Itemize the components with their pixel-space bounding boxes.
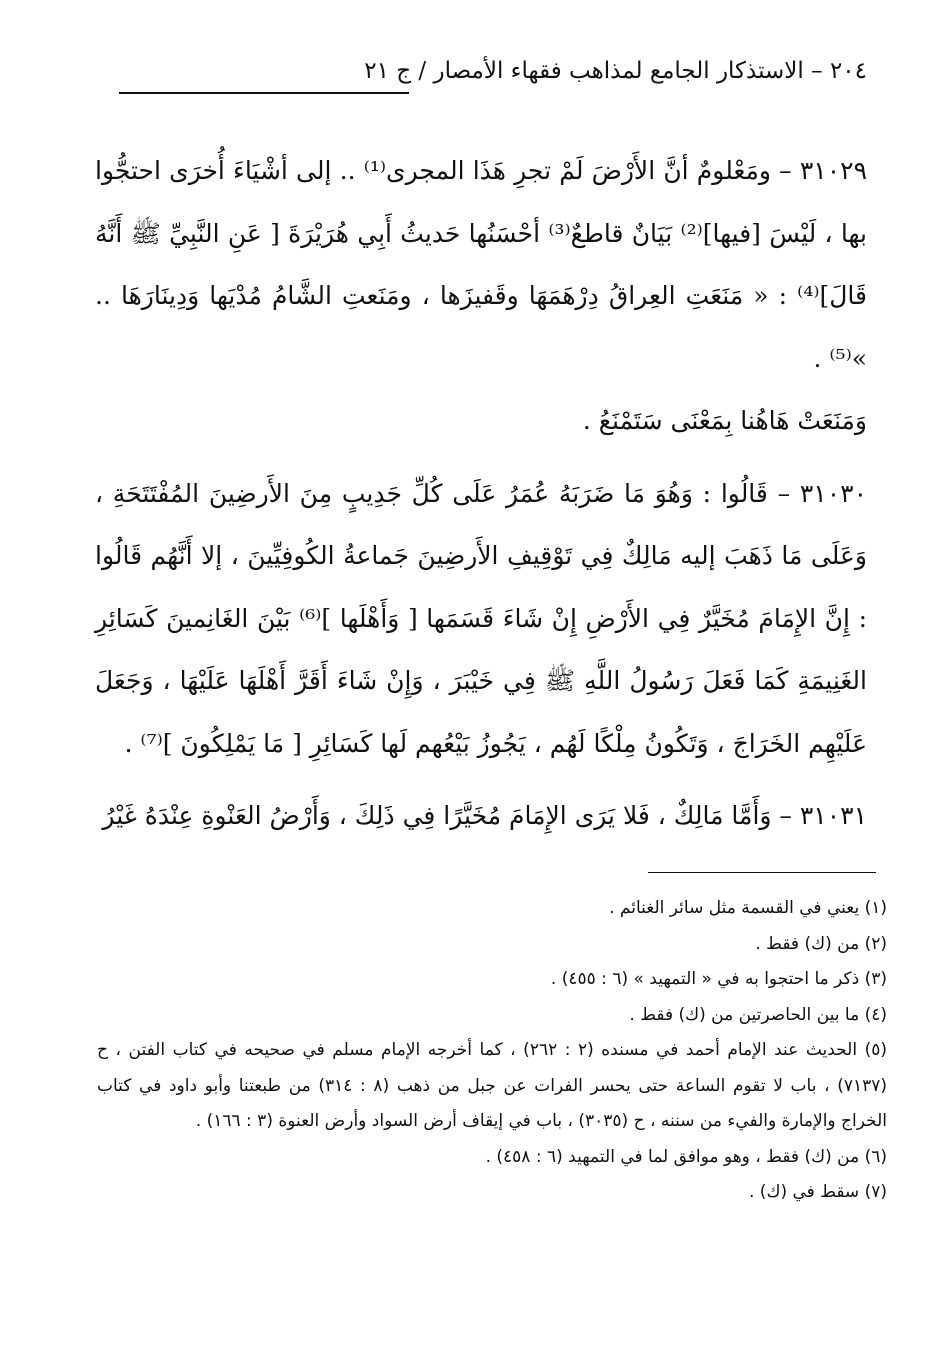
paragraph-31030: ٣١٠٣٠ – قَالُوا : وَهُوَ مَا ضَرَبَهُ عُمَرُ عَلَى كُلِّ جَدِيبٍ مِنَ الأَرضِينَ المُفْتَتَحَةِ ، وَعَلَى مَا ذَهَبَ إليه مَالِكٌ فِي تَوْقِيفِ الأَرضِينَ جَماعةُ الكُوفِيِّينَ ، إلا أَنَّهُم قَالُوا : إِنَّ الإِمَامَ مُخَيَّرٌ فِي الأَرْضِ إِنْ شَاءَ قَسَمَها [ وَأَهْلَها ]⁽⁶⁾ بَيْنَ الغَانِمينَ كَسَائِرِ الغَنِيمَةِ كَمَا فَعَلَ رَسُولُ اللَّهِ ﷺ فِي خَيْبَرَ ، وَإِنْ شَاءَ أَقَرَّ أَهْلَهَا عَلَيْهَا ، وَجَعَلَ عَلَيْهِم الخَرَاجَ ، وَتَكُونُ مِلْكًا لَهُم ، يَجُوزُ بَيْعُهم لَها كَسَائِرِ [ مَا يَمْلِكُونَ ]⁽⁷⁾ . bbox=[95, 478, 867, 758]
main-text bbox=[95, 140, 867, 848]
running-head: ٢٠٤ – الاستذكار الجامع لمذاهب فقهاء الأمصار / ج ٢١ bbox=[364, 58, 867, 84]
footnote-3: (٣) ذكر ما احتجوا به في « التمهيد » (٦ : ٤٥٥) . bbox=[550, 969, 887, 989]
footnote-6: (٦) من (ك) فقط ، وهو موافق لما في التمهيد (٦ : ٤٥٨) . bbox=[485, 1146, 887, 1167]
header-rule bbox=[119, 92, 409, 94]
page-header bbox=[97, 58, 867, 104]
footnote-4: (٤) ما بين الحاصرتين من (ك) فقط . bbox=[629, 1004, 887, 1025]
footnote-separator bbox=[648, 872, 876, 873]
footnote-1: (١) يعني في القسمة مثل سائر الغنائم . bbox=[609, 898, 887, 918]
footnote-7: (٧) سقط في (ك) . bbox=[749, 1182, 887, 1202]
paragraph-explanation: وَمَنَعَتْ هَاهُنا بِمَعْنَى سَتَمْنَعُ . bbox=[582, 406, 867, 435]
footnote-2: (٢) من (ك) فقط . bbox=[755, 933, 887, 954]
paragraph-31031: ٣١٠٣١ – وَأَمَّا مَالِكٌ ، فَلا يَرَى الإِمَامَ مُخَيَّرًا فِي ذَلِكَ ، وَأَرْضُ العَنْوةِ عِنْدَهُ غَيْرُ bbox=[102, 801, 867, 830]
footnote-5: (٥) الحديث عند الإمام أحمد في مسنده (٢ : ٢٦٢) ، كما أخرجه الإمام مسلم في صحيحه في كتاب الفتن ، ح (٧١٣٧) ، باب لا تقوم الساعة حتى يحسر الفرات عن جبل من ذهب (٨ : ٣١٤) من طبعتنا وأبو داود في كتاب الخراج والإمارة والفيء من سننه ، ح (٣٠٣٥) ، باب في إيقاف أرض السواد وأرض العنوة (٣ : ١٦٦) . bbox=[97, 1040, 888, 1131]
paragraph-31029: ٣١٠٢٩ – ومَعْلومٌ أنَّ الأَرْضَ لَمْ تجرِ هَذَا المجرى⁽¹⁾ .. إلى أشْيَاءَ أُخرَى احتجُّوا بها ، لَيْسَ [فيها]⁽²⁾ بَيَانٌ قاطعٌ⁽³⁾ أحْسَنُها حَديثُ أَبِي هُرَيْرَةَ [ عَنِ النَّبِيِّ ﷺ أَنَّهُ قَالَ]⁽⁴⁾ : « مَنَعَتِ العِراقُ دِرْهَمَهَا وقَفيزَها ، ومَنَعتِ الشَّامُ مُدْيَها وَدِينَارَهَا .. »⁽⁵⁾ . bbox=[95, 156, 867, 373]
footnotes bbox=[97, 891, 887, 1211]
